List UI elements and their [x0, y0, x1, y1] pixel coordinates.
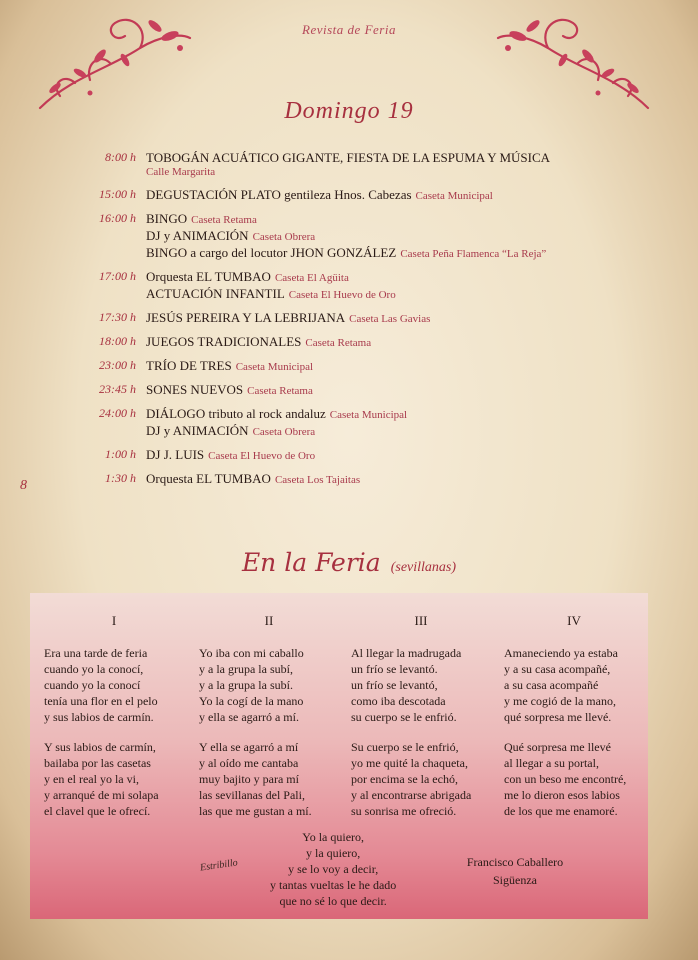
schedule-entry	[146, 423, 640, 440]
lyric-line: y al oído me cantaba	[199, 756, 299, 770]
lyric-line: de los que me enamoré.	[504, 804, 618, 818]
author-surname: Sigüenza	[493, 873, 537, 887]
schedule-row	[80, 211, 640, 262]
event-name: BINGO	[146, 211, 188, 226]
schedule-row	[80, 447, 640, 464]
schedule-entries	[146, 447, 640, 464]
lyric-line: y sus labios de carmín.	[44, 710, 154, 724]
event-name: JESÚS PEREIRA Y LA LEBRIJANA	[146, 310, 346, 325]
day-title: Domingo 19	[284, 98, 414, 124]
schedule	[80, 150, 640, 495]
event-venue: Caseta Retama	[191, 214, 257, 226]
schedule-entry	[146, 245, 640, 262]
schedule-entry	[146, 228, 640, 245]
event-venue: Caseta Peña Flamenca “La Reja”	[400, 248, 547, 260]
event-name: TRÍO DE TRES	[146, 358, 232, 373]
schedule-entries	[146, 471, 640, 488]
event-venue: Caseta El Huevo de Oro	[288, 289, 396, 301]
event-venue: Caseta Municipal	[415, 190, 493, 202]
schedule-entries	[146, 358, 640, 375]
lyric-line: Al llegar la madrugada	[351, 646, 462, 660]
lyric-line: a su casa acompañé	[504, 678, 599, 692]
schedule-entry	[146, 187, 640, 204]
event-name: BINGO a cargo del locutor JHON GONZÁLEZ	[146, 245, 397, 260]
schedule-entry	[146, 447, 640, 464]
event-venue: Caseta Municipal	[329, 409, 408, 421]
song-title-main: En la Feria	[241, 548, 381, 577]
schedule-row	[80, 269, 640, 303]
schedule-row	[80, 150, 640, 180]
lyric-line: al llegar a su portal,	[504, 756, 599, 770]
schedule-row	[80, 471, 640, 488]
schedule-entries	[146, 310, 640, 327]
schedule-time: 17:00 h	[99, 269, 136, 283]
stanza	[44, 739, 184, 819]
lyric-line: y me cogió de la mano,	[504, 694, 616, 708]
estribillo-line: Yo la quiero,	[302, 830, 365, 844]
lyric-line: las que me gustan a mí.	[199, 804, 312, 818]
event-venue: Calle Margarita	[146, 166, 216, 178]
event-name: DIÁLOGO tributo al rock andaluz	[146, 406, 326, 421]
schedule-entry	[146, 150, 640, 180]
column-numeral: I	[111, 613, 117, 628]
lyric-line: cuando yo la conocí,	[44, 662, 144, 676]
lyric-line: un frío se levantó.	[351, 662, 438, 676]
lyric-line: qué sorpresa me llevé.	[504, 710, 612, 724]
schedule-entry	[146, 269, 640, 286]
schedule-entry	[146, 334, 640, 351]
event-name: ACTUACIÓN INFANTIL	[146, 286, 285, 301]
lyric-line: tenía una flor en el pelo	[44, 694, 158, 708]
event-venue: Caseta Municipal	[235, 361, 314, 373]
lyric-line: Yo la cogí de la mano	[199, 694, 304, 708]
schedule-entries	[146, 334, 640, 351]
lyric-line: Qué sorpresa me llevé	[504, 740, 611, 754]
stanza	[351, 739, 491, 819]
event-venue: Caseta Retama	[247, 385, 313, 397]
schedule-entry	[146, 286, 640, 303]
stanza	[504, 739, 644, 819]
lyric-line: yo me quité la chaqueta,	[351, 756, 468, 770]
schedule-entries	[146, 269, 640, 303]
estribillo-line: que no sé lo que decir.	[279, 894, 387, 908]
lyrics-column	[351, 613, 491, 833]
page-number: 8	[20, 478, 27, 493]
column-numeral: II	[264, 613, 274, 628]
schedule-row	[80, 406, 640, 440]
schedule-entry	[146, 211, 640, 228]
event-venue: Caseta El Huevo de Oro	[208, 450, 316, 462]
schedule-row	[80, 382, 640, 399]
event-name: Orquesta EL TUMBAO	[146, 269, 271, 284]
stanza	[199, 739, 339, 819]
author-credit	[440, 853, 590, 889]
event-name: JUEGOS TRADICIONALES	[146, 334, 302, 349]
stanza	[351, 645, 491, 725]
schedule-time: 23:00 h	[99, 358, 136, 372]
schedule-entries	[146, 150, 640, 180]
lyric-line: como iba descotada	[351, 694, 446, 708]
lyric-line: y a la grupa la subí.	[199, 678, 293, 692]
event-name: DJ J. LUIS	[146, 447, 205, 462]
schedule-entries	[146, 406, 640, 440]
event-venue: Caseta Las Gavias	[349, 313, 431, 325]
schedule-time: 8:00 h	[105, 150, 136, 164]
schedule-entry	[146, 471, 640, 488]
lyrics-panel	[30, 593, 648, 919]
event-name: DJ y ANIMACIÓN	[146, 228, 249, 243]
lyric-line: Su cuerpo se le enfrió,	[351, 740, 459, 754]
column-numeral: III	[414, 613, 428, 628]
lyric-line: un frío se levantó,	[351, 678, 438, 692]
schedule-time: 23:45 h	[99, 382, 136, 396]
schedule-row	[80, 334, 640, 351]
schedule-entries	[146, 187, 640, 204]
schedule-time: 24:00 h	[99, 406, 136, 420]
schedule-time: 15:00 h	[99, 187, 136, 201]
author-name: Francisco Caballero	[466, 855, 564, 869]
estribillo-label: Estribillo	[199, 857, 239, 874]
stanza	[504, 645, 644, 725]
event-venue: Caseta Los Tajaitas	[274, 474, 361, 486]
schedule-entries	[146, 382, 640, 399]
schedule-entries	[146, 211, 640, 262]
lyric-line: su cuerpo se le enfrió.	[351, 710, 457, 724]
lyric-line: muy bajito y para mí	[199, 772, 299, 786]
event-name: DJ y ANIMACIÓN	[146, 423, 249, 438]
lyric-line: las sevillanas del Pali,	[199, 788, 305, 802]
stanza	[44, 645, 184, 725]
schedule-time: 1:00 h	[105, 447, 136, 461]
song-title-subtitle: (sevillanas)	[390, 560, 457, 575]
song-title	[0, 548, 698, 577]
lyrics-column	[199, 613, 339, 833]
stanza	[199, 645, 339, 725]
schedule-entry	[146, 358, 640, 375]
lyric-line: y al encontrarse abrigada	[351, 788, 472, 802]
lyric-line: y a la grupa la subí,	[199, 662, 293, 676]
schedule-time: 18:00 h	[99, 334, 136, 348]
lyric-line: bailaba por las casetas	[44, 756, 151, 770]
lyrics-column	[44, 613, 184, 833]
schedule-entry	[146, 310, 640, 327]
lyric-line: Era una tarde de feria	[44, 646, 148, 660]
lyric-line: y ella se agarró a mí.	[199, 710, 299, 724]
lyric-line: y en el real yo la vi,	[44, 772, 139, 786]
estribillo-line: y tantas vueltas le he dado	[270, 878, 397, 892]
schedule-entry	[146, 382, 640, 399]
lyrics-column	[504, 613, 644, 833]
lyric-line: me lo dieron esos labios	[504, 788, 620, 802]
schedule-row	[80, 358, 640, 375]
lyric-line: Amaneciendo ya estaba	[504, 646, 618, 660]
event-name: SONES NUEVOS	[146, 382, 244, 397]
schedule-time: 16:00 h	[99, 211, 136, 225]
event-venue: Caseta Obrera	[252, 426, 316, 438]
estribillo	[270, 829, 396, 909]
event-name: TOBOGÁN ACUÁTICO GIGANTE, FIESTA DE LA ESPUMA Y MÚSICA	[146, 150, 551, 165]
estribillo-line: y se lo voy a decir,	[288, 862, 379, 876]
event-name: Orquesta EL TUMBAO	[146, 471, 271, 486]
event-name: DEGUSTACIÓN PLATO gentileza Hnos. Cabezas	[146, 187, 412, 202]
lyric-line: Yo iba con mi caballo	[199, 646, 304, 660]
lyric-line: Y sus labios de carmín,	[44, 740, 156, 754]
event-venue: Caseta El Agüita	[274, 272, 349, 284]
lyric-line: y a su casa acompañé,	[504, 662, 611, 676]
lyric-line: su sonrisa me ofreció.	[351, 804, 457, 818]
column-numeral: IV	[567, 613, 581, 628]
schedule-time: 17:30 h	[99, 310, 136, 324]
lyric-line: por encima se la echó,	[351, 772, 458, 786]
lyric-line: cuando yo la conocí	[44, 678, 141, 692]
estribillo-line: y la quiero,	[305, 846, 361, 860]
header-title: Revista de Feria	[302, 22, 396, 37]
lyric-line: Y ella se agarró a mí	[199, 740, 299, 754]
schedule-time: 1:30 h	[105, 471, 136, 485]
schedule-entry	[146, 406, 640, 423]
schedule-row	[80, 310, 640, 327]
event-venue: Caseta Obrera	[252, 231, 316, 243]
lyric-line: con un beso me encontré,	[504, 772, 627, 786]
event-venue: Caseta Retama	[305, 337, 372, 349]
lyric-line: y arranqué de mi solapa	[44, 788, 159, 802]
schedule-row	[80, 187, 640, 204]
lyric-line: el clavel que le ofrecí.	[44, 804, 151, 818]
